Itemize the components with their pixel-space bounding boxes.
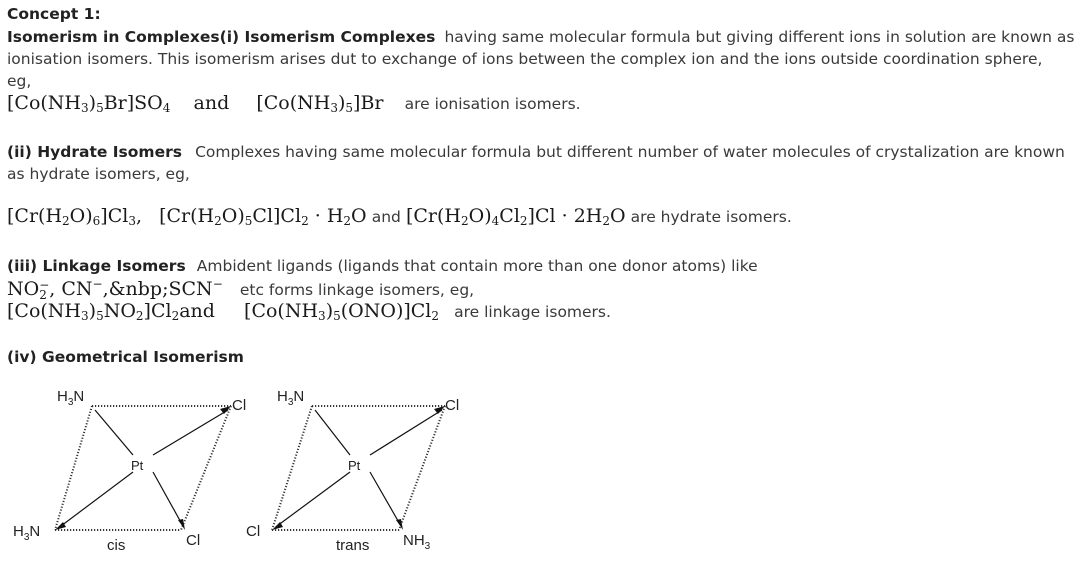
cis-label-h3n-top: $H_3N$ xyxy=(57,388,85,408)
cis-label-h3n-bottom: $H_3N$ xyxy=(13,523,41,543)
hydrate-para-line1 xyxy=(7,142,1065,161)
hydrate-text-a: Complexes having same molecular formula but different number of water molecules of crystalization are known xyxy=(195,143,1065,161)
ligands-formula: NO − 2 , CN−,&nbp;SCN− xyxy=(7,277,223,302)
geometrical-isomers-figure xyxy=(5,370,467,566)
hydrate-heading: (ii) Hydrate Isomers xyxy=(7,143,182,161)
hydrate-tail: are hydrate isomers. xyxy=(630,208,792,226)
linkage-para-line1 xyxy=(7,256,758,275)
formula-cr-h2o-4-cl2-cl: $[Cr(H_2O)_4Cl_2]Cl \cdot 2H_2O$ xyxy=(405,205,626,228)
hydrate-text-b: as hydrate isomers, eg, xyxy=(7,165,190,183)
formula-co-nh3-5-ono-cl2: $[Co(NH_3)_5(ONO)]Cl_2$ xyxy=(244,300,440,323)
trans-label-h3n-top: $H_3N$ xyxy=(277,388,305,408)
ionisation-text-a: having same molecular formula but giving different ions in solution are known as xyxy=(444,28,1075,46)
hydrate-formula-line xyxy=(7,205,792,228)
trans-label-cl-top: Cl xyxy=(445,397,460,414)
linkage-heading: (iii) Linkage Isomers xyxy=(7,257,186,275)
trans-label-cl-bottom: Cl xyxy=(246,523,261,540)
formula-co-nh3-5-br: $[Co(NH_3)_5]Br$ xyxy=(256,92,384,115)
linkage-formula-line xyxy=(7,300,611,323)
linkage-mid-text: etc forms linkage isomers, eg, xyxy=(239,281,475,299)
ionisation-formula-line xyxy=(7,92,581,115)
ionisation-eg: eg, xyxy=(7,72,32,90)
formula-co-nh3-5-br-so4: $[Co(NH_3)_5Br]SO_4$ xyxy=(7,92,171,115)
hydrate-and-word: and xyxy=(371,208,401,226)
concept-label: Concept 1: xyxy=(7,5,101,23)
linkage-text-a: Ambident ligands (ligands that contain more than one donor atoms) like xyxy=(196,257,758,275)
nbsp-raw: ,&nbp;SCN xyxy=(102,278,213,300)
cis-metal-label: Pt xyxy=(131,458,144,473)
cis-label-cl-bottom: Cl xyxy=(186,532,201,549)
cis-label-cl-top: Cl xyxy=(232,397,247,414)
cis-label: cis xyxy=(107,537,126,554)
ionisation-tail: are ionisation isomers. xyxy=(404,95,581,113)
trans-metal-label: Pt xyxy=(348,458,361,473)
ionisation-heading: Isomerism in Complexes(i) Isomerism Complexes xyxy=(7,28,436,46)
formula-co-nh3-5-no2-cl2: $[Co(NH_3)_5NO_2]Cl_2and$ xyxy=(7,300,215,323)
formula-cr-h2o-6-cl3: $[Cr(H_2O)_6]Cl_3$, xyxy=(7,205,143,228)
trans-label-nh3-bottom: $NH_3$ xyxy=(403,532,431,552)
formula-cr-h2o-5-cl-cl2: $[Cr(H_2O)_5Cl]Cl_2 \cdot H_2O$ xyxy=(159,205,367,228)
linkage-ligand-line xyxy=(7,277,474,300)
linkage-tail: are linkage isomers. xyxy=(454,303,611,321)
ionisation-para-line1 xyxy=(7,27,1074,46)
and-word: and xyxy=(193,92,230,114)
ionisation-text-b: ionisation isomers. This isomerism arises dut to exchange of ions between the complex ion and the ions outside coordination sphere, xyxy=(7,50,1043,68)
geometrical-heading: (iv) Geometrical Isomerism xyxy=(7,348,244,366)
trans-label: trans xyxy=(336,537,370,554)
